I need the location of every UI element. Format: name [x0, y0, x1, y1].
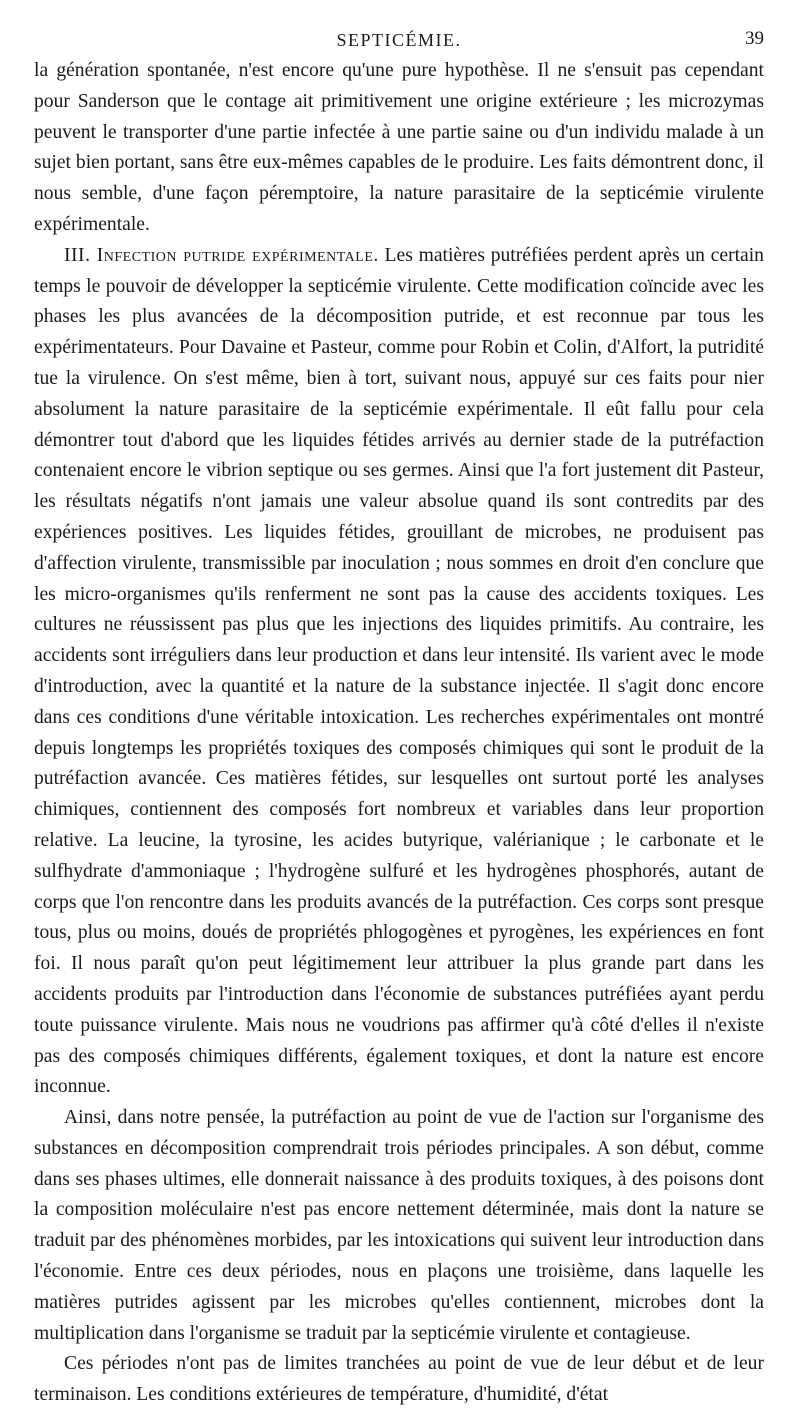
paragraph-text: Ainsi, dans notre pensée, la putréfaction au point de vue de l'action sur l'organisme des substances en décomposition comprendrait trois périodes principales. A son début, comme dans ses phases ultimes, elle donnerait naissance à des produits toxiques, à des poisons dont la composition moléculaire n'est pas encore nettement déterminée, mais dont la nature se traduit par des phénomènes morbides, par les intoxications qui suivent leur introduction dans l'économie. Entre ces deux périodes, nous en plaçons une troisième, dans laquelle les matières putrides agissent par les microbes qu'elles contiennent, microbes dont la multiplication dans l'organisme se traduit par la septicémie virulente et contagieuse. — [34, 1107, 764, 1344]
section-heading: III. Infection putride expérimentale. — [64, 244, 379, 266]
page-number: 39 — [745, 28, 764, 49]
page-header — [34, 28, 764, 56]
body-text — [34, 56, 764, 1411]
book-page — [34, 28, 764, 1411]
running-head: SEPTICÉMIE. — [336, 30, 462, 50]
paragraph-text: Ces périodes n'ont pas de limites tranchées au point de vue de leur début et de leur terminaison. Les conditions extérieures de température, d'humidité, d'état — [34, 1353, 764, 1406]
paragraph-periodes — [34, 1103, 764, 1349]
paragraph-continuation — [34, 56, 764, 241]
paragraph-text: la génération spontanée, n'est encore qu'une pure hypothèse. Il ne s'ensuit pas cependant pour Sanderson que le contage ait primitivement une origine extérieure ; les microzymas peuvent le transporter d'une partie infectée à une partie saine ou d'un individu malade à un sujet bien portant, sans être eux-mêmes capables de le produire. Les faits démontrent donc, il nous semble, d'une façon péremptoire, la nature parasitaire de la septicémie virulente expérimentale. — [34, 60, 764, 235]
paragraph-text: Les matières putréfiées perdent après un certain temps le pouvoir de développer la septicémie virulente. Cette modification coïncide avec les phases les plus avancées de la décomposition putride, et est reconnue par tous les expérimentateurs. Pour Davaine et Pasteur, comme pour Robin et Colin, d'Alfort, la putridité tue la virulence. On s'est même, bien à tort, suivant nous, appuyé sur ces faits pour nier absolument la nature parasitaire de la septicémie expérimentale. Il eût fallu pour cela démontrer tout d'abord que les liquides fétides arrivés au dernier stade de la putréfaction contenaient encore le vibrion septique ou ses germes. Ainsi que l'a fort justement dit Pasteur, les résultats négatifs n'ont jamais une valeur absolue quand ils sont contredits par des expériences positives. Les liquides fétides, grouillant de microbes, ne produisent pas d'affection virulente, transmissible par inoculation ; nous sommes en droit d'en conclure que les micro-organismes qu'ils renferment ne sont pas la cause des accidents toxiques. Les cultures ne réussissent pas plus que les injections des liquides primitifs. Au contraire, les accidents sont irréguliers dans leur production et dans leur intensité. Ils varient avec le mode d'introduction, avec la quantité et la nature de la substance injectée. Il s'agit donc encore dans ces conditions d'une véritable intoxication. Les recherches expérimentales ont montré depuis longtemps les propriétés toxiques des composés chimiques qui sont le produit de la putréfaction avancée. Ces matières fétides, sur lesquelles ont surtout porté les analyses chimiques, contiennent des composés fort nombreux et variables dans leur proportion relative. La leucine, la tyrosine, les acides butyrique, valérianique ; le carbonate et le sulfhydrate d'ammoniaque ; l'hydrogène sulfuré et les hydrogènes phosphorés, autant de corps que l'on rencontre dans les produits avancés de la putréfaction. Ces corps sont presque tous, plus ou moins, doués de propriétés phlogogènes et pyrogènes, les expériences en font foi. Il nous paraît qu'on peut légitimement leur attribuer la plus grande part dans les accidents produits par l'introduction dans l'économie de substances putréfiées ayant perdu toute puissance virulente. Mais nous ne voudrions pas affirmer qu'à côté d'elles il n'existe pas des composés chimiques différents, également toxiques, et dont la nature est encore inconnue. — [34, 244, 764, 1098]
paragraph-infection-putride — [34, 241, 764, 1103]
paragraph-limites — [34, 1349, 764, 1411]
